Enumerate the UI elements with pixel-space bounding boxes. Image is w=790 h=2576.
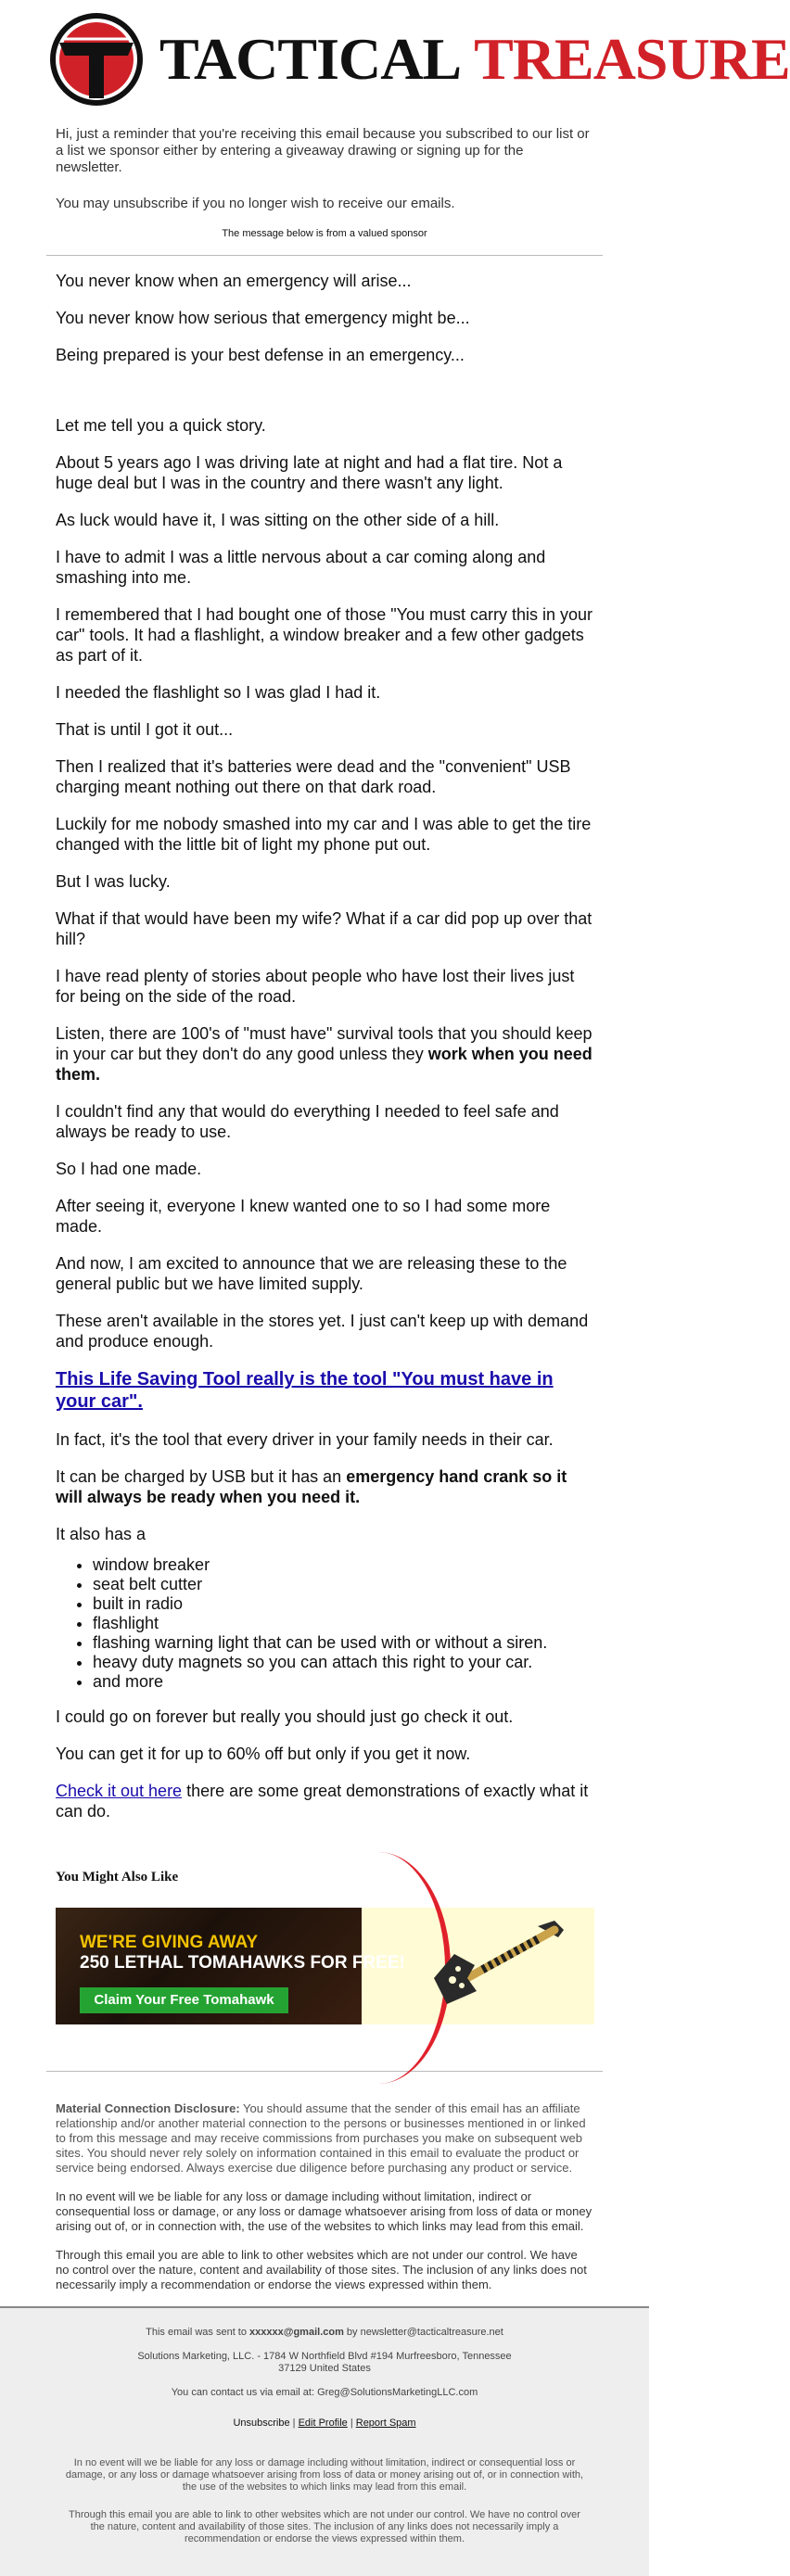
story-paragraph (56, 1466, 593, 1507)
sent-to-prefix: This email was sent to (146, 2327, 250, 2338)
footer-links (56, 2417, 593, 2430)
footer-legal-links: Through this email you are able to link to other websites which are not under our control. We have no control over the nature, content and availability of those sites. The inclusion of any links does not necessarily imply a recommendation or endorse the views expressed within them. (69, 2509, 580, 2544)
story-paragraph (56, 1023, 593, 1085)
tomahawk-banner[interactable] (56, 1908, 594, 2024)
story-paragraph: You can get it for up to 60% off but only if you get it now. (56, 1745, 471, 1763)
contact-line: You can contact us via email at: Greg@SolutionsMarketingLLC.com (171, 2387, 478, 2398)
story-paragraph: I needed the flashlight so I was glad I had it. (56, 683, 381, 702)
tactical-t-shield-icon (46, 9, 147, 109)
story-paragraph: I couldn't find any that would do everything I needed to feel safe and always be ready to use. (56, 1102, 559, 1141)
story-paragraph: I have read plenty of stories about people who have lost their lives just for being on the side of the road. (56, 967, 575, 1006)
story-paragraph: As luck would have it, I was sitting on the other side of a hill. (56, 511, 500, 529)
story-paragraph: Let me tell you a quick story. (56, 416, 266, 435)
brand-word-1: TACTICAL (159, 26, 462, 92)
feature-item: • and more (93, 1672, 593, 1692)
story-paragraph: I could go on forever but really you should just go check it out. (56, 1707, 514, 1726)
feature-item: • window breaker (93, 1555, 593, 1575)
recipient-email: xxxxxx@gmail.com (249, 2327, 344, 2338)
feature-item: • flashlight (93, 1614, 593, 1633)
sent-to-line (56, 2327, 593, 2339)
features-list (56, 1555, 593, 1692)
brand-wordmark (159, 26, 790, 92)
address-line-2: 37129 United States (278, 2363, 371, 2374)
story-paragraph: I have to admit I was a little nervous about a car coming along and smashing into me. (56, 548, 546, 587)
unsubscribe-note: You may unsubscribe if you no longer wish to receive our emails. (56, 196, 455, 211)
sender-email: by newsletter@tacticaltreasure.net (343, 2327, 503, 2338)
story-text: Listen, there are 100's of "must have" survival tools that you should keep in your car but they don't do any good unless they (56, 1024, 592, 1063)
subscription-reminder: Hi, just a reminder that you're receiving this email because you subscribed to our list or a list we sponsor either by entering a giveaway drawing or signing up for the newsletter. (56, 126, 590, 175)
feature-item: • built in radio (93, 1594, 593, 1614)
story-paragraph: You never know when an emergency will arise... (56, 272, 412, 290)
check-it-out-link[interactable]: Check it out here (56, 1782, 183, 1800)
story-text: It can be charged by USB but it has an (56, 1467, 347, 1486)
unsubscribe-link[interactable]: Unsubscribe (233, 2417, 290, 2429)
story-emphasis: emergency hand crank so it will always be ready when you need it. (56, 1467, 567, 1506)
banner-subheadline: 250 LETHAL TOMAHAWKS FOR FREE! (80, 1953, 405, 1973)
story-paragraph: Luckily for me nobody smashed into my car and I was able to get the tire changed with the little bit of light my phone put out. (56, 815, 592, 854)
link-separator: | (347, 2417, 356, 2429)
you-might-also-like (0, 1838, 649, 2024)
feature-item: • flashing warning light that can be used with or without a siren. (93, 1633, 593, 1653)
story-paragraph: These aren't available in the stores yet. I just can't keep up with demand and produce enough. (56, 1312, 589, 1351)
address-line-1: Solutions Marketing, LLC. - 1784 W Northfield Blvd #194 Murfreesboro, Tennessee (137, 2351, 512, 2362)
story-paragraph: I remembered that I had bought one of those "You must carry this in your car" tools. It had a flashlight, a window breaker and a few other gadgets as part of it. (56, 605, 593, 665)
feature-item: • heavy duty magnets so you can attach this right to your car. (93, 1653, 593, 1672)
story-paragraph: What if that would have been my wife? What if a car did pop up over that hill? (56, 909, 592, 948)
tomahawk-axe-icon (399, 1913, 584, 2021)
footer-legal-liability: In no event will we be liable for any loss or damage including without limitation, indirect or consequential loss or damage, or any loss or damage whatsoever arising from loss of data or money arising out of, or in connection with, the use of the websites to which links may lead from this email. (65, 2457, 584, 2493)
disclosure-label: Material Connection Disclosure: (56, 2101, 240, 2115)
report-spam-link[interactable]: Report Spam (355, 2417, 416, 2429)
story-paragraph: But I was lucky. (56, 872, 171, 891)
postal-address (56, 2351, 593, 2375)
story-paragraph: Being prepared is your best defense in an emergency... (56, 346, 465, 364)
disclosure (0, 2072, 649, 2292)
disclosure-text: You should assume that the sender of this email has an affiliate relationship and/or another material connection to the persons or businesses mentioned in or linked to from this message and may receive commissions from purchases you make on subsequent web sites. You should never rely solely on information contained in this email to evaluate the product or service being endorsed. Always exercise due diligence before purchasing any product or service. (56, 2101, 586, 2175)
product-link-paragraph (56, 1368, 593, 1413)
yml-title: You Might Also Like (56, 1870, 179, 1884)
header (0, 0, 790, 115)
feature-item: • seat belt cutter (93, 1575, 593, 1594)
liability-note: In no event will we be liable for any loss or damage including without limitation, indirect or consequential loss or damage, or any loss or damage whatsoever arising from loss of data or money arising out of, or in connection with, the use of the websites to which links may lead from this email. (56, 2189, 592, 2233)
brand-word-2: TREASURE (474, 26, 790, 92)
story-paragraph: In fact, it's the tool that every driver in your family needs in their car. (56, 1430, 554, 1449)
banner-headline: WE'RE GIVING AWAY (80, 1933, 259, 1952)
edit-profile-link[interactable]: Edit Profile (298, 2417, 348, 2429)
external-links-note: Through this email you are able to link to other websites which are not under our control. We have no control over the nature, content and availability of those sites. The inclusion of any links does not necessarily imply a recommendation or endorse the views expressed within them. (56, 2248, 587, 2291)
footer (0, 2308, 649, 2576)
story-paragraph (56, 1781, 593, 1821)
story (0, 256, 649, 1821)
story-paragraph: About 5 years ago I was driving late at night and had a flat tire. Not a huge deal but I was in the country and there wasn't any light. (56, 453, 563, 492)
claim-tomahawk-button[interactable]: Claim Your Free Tomahawk (80, 1987, 288, 2013)
story-paragraph: So I had one made. (56, 1160, 202, 1178)
story-emphasis: work when you need them. (56, 1045, 592, 1084)
intro (0, 115, 649, 212)
story-paragraph: And now, I am excited to announce that we are releasing these to the general public but we have limited supply. (56, 1254, 567, 1293)
story-paragraph: Then I realized that it's batteries were dead and the "convenient" USB charging meant nothing out there on that dark road. (56, 757, 571, 796)
story-text: there are some great demonstrations of exactly what it can do. (56, 1782, 589, 1821)
sponsor-note: The message below is from a valued sponsor (222, 228, 427, 239)
link-separator: | (289, 2417, 299, 2429)
story-paragraph: That is until I got it out... (56, 720, 234, 739)
story-paragraph: After seeing it, everyone I knew wanted one to so I had some more made. (56, 1197, 551, 1236)
life-saving-tool-link[interactable]: This Life Saving Tool really is the tool "You must have in your car". (56, 1369, 554, 1412)
story-paragraph: It also has a (56, 1525, 147, 1543)
material-disclosure (56, 2101, 593, 2176)
story-paragraph: You never know how serious that emergency might be... (56, 309, 470, 327)
